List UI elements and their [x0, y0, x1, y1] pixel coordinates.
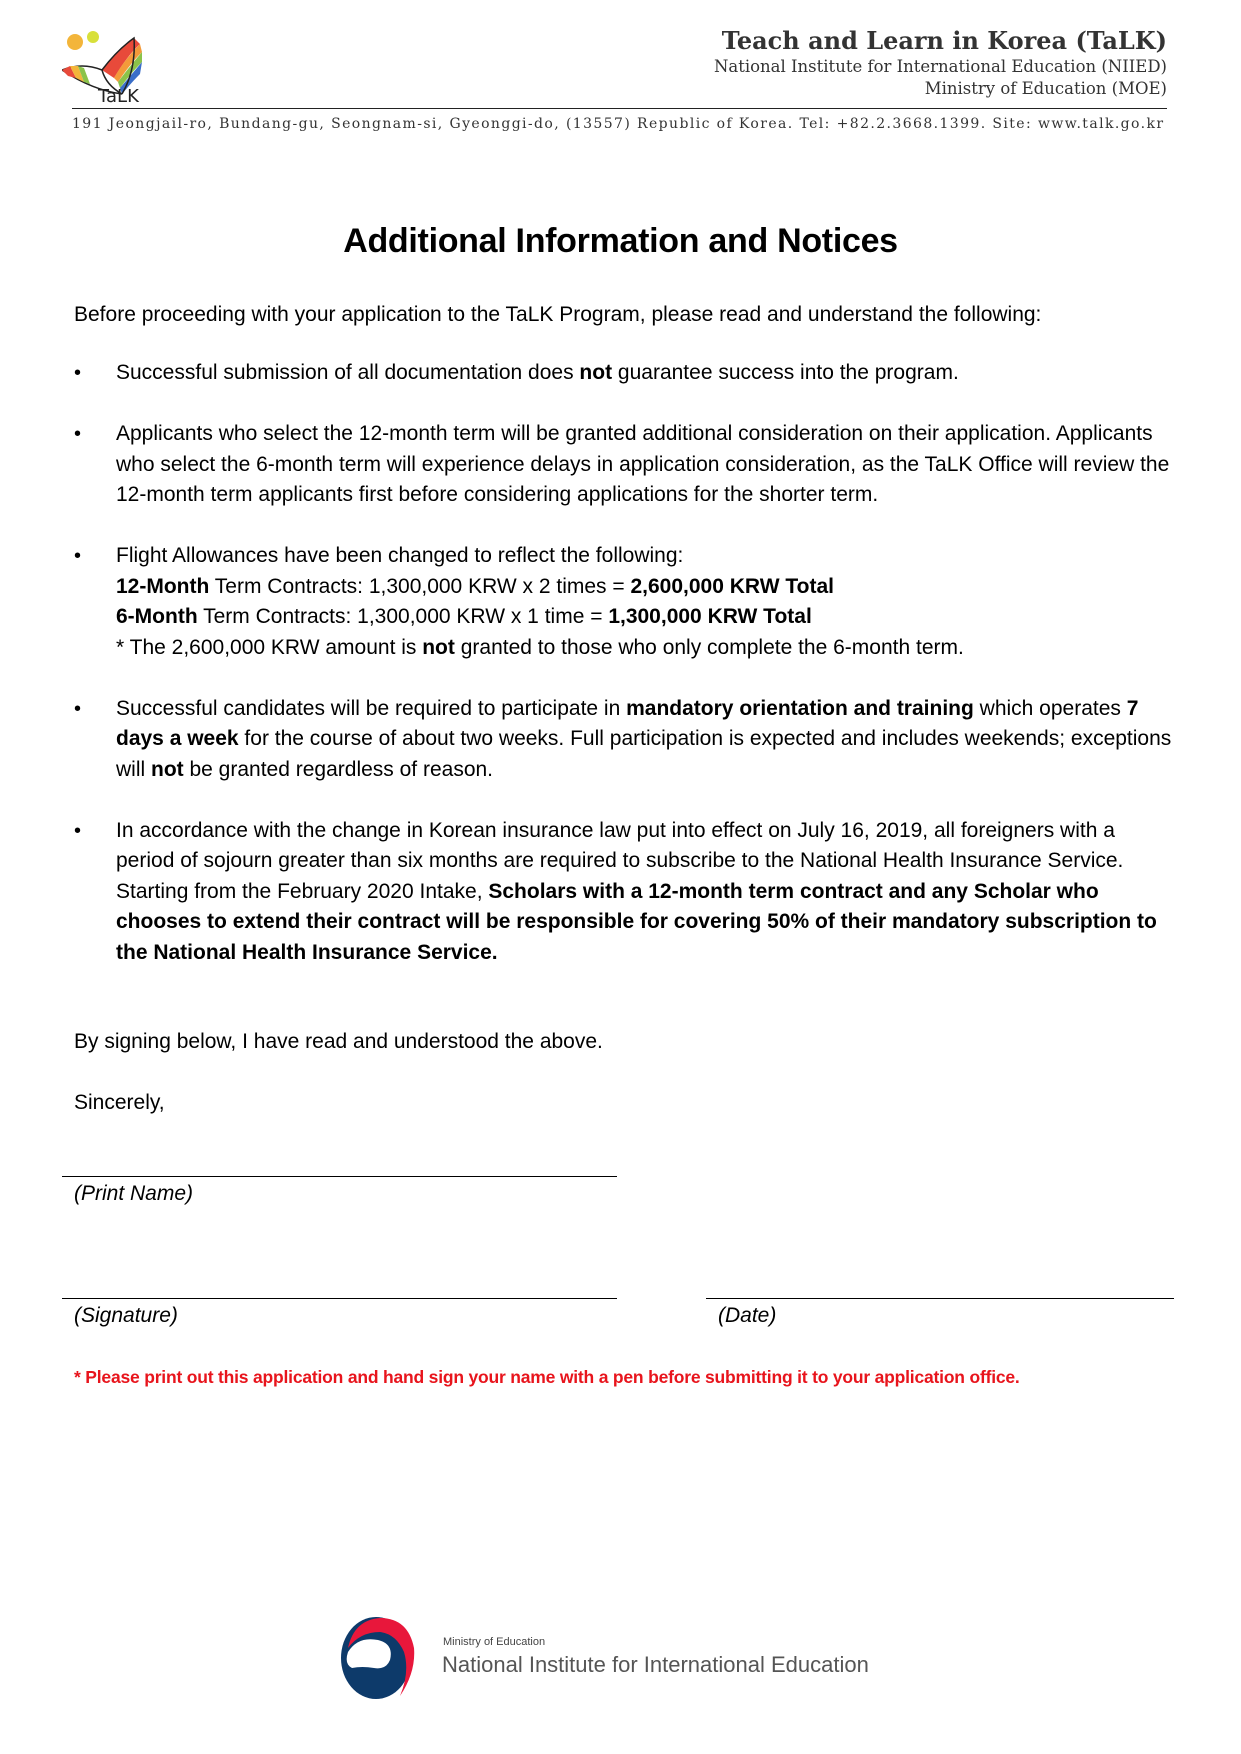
svg-text:TaLK: TaLK: [98, 86, 139, 106]
closing-text: Sincerely,: [74, 1091, 165, 1114]
intro-text: Before proceeding with your application to the TaLK Program, please read and understand the following:: [74, 303, 1042, 326]
bullet-icon: •: [74, 819, 82, 842]
print-name-label: (Print Name): [74, 1182, 194, 1205]
header-org-block: [714, 26, 1167, 100]
bullet-icon: •: [74, 423, 82, 445]
list-item: • Successful submission of all documentation does not guarantee success into the program.: [74, 358, 1174, 389]
acknowledgement-text: By signing below, I have read and understood the above.: [74, 1030, 603, 1053]
org-moe: Ministry of Education (MOE): [924, 79, 1167, 98]
list-item: • Applicants who select the 12-month term will be granted additional consideration on their application. Applicants who select the 6-month term will experience delays in application consideration, as the TaLK Office will review the 12-month term applicants first before considering applications for the shorter term.: [74, 419, 1174, 511]
date-label: (Date): [718, 1304, 777, 1327]
header-divider: [72, 108, 1167, 109]
program-title: Teach and Learn in Korea (TaLK): [721, 26, 1167, 55]
address-line: 191 Jeongjail-ro, Bundang-gu, Seongnam-si, Gyeonggi-do, (13557) Republic of Korea. Tel: +82.2.3668.1399. Site: www.talk.go.kr: [72, 116, 1165, 132]
signature-line[interactable]: [62, 1298, 617, 1299]
print-instruction-note: * Please print out this application and hand sign your name with a pen before submitting it to your application office.: [74, 1367, 1020, 1387]
org-niied: National Institute for International Education (NIIED): [713, 57, 1167, 76]
list-item: • Successful candidates will be required to participate in mandatory orientation and training which operates 7 days a week for the course of about two weeks. Full participation is expected and includes weekends; exceptions will not be granted regardless of reason.: [74, 694, 1174, 786]
talk-logo: [62, 30, 182, 106]
footer-niied-text: National Institute for International Education: [442, 1652, 869, 1677]
date-line[interactable]: [706, 1298, 1174, 1299]
talk-book-icon: [62, 30, 182, 106]
bullet-icon: •: [74, 697, 82, 720]
flight-6-month: 6-Month Term Contracts: 1,300,000 KRW x 1 time = 1,300,000 KRW Total: [116, 605, 812, 628]
flight-note: * The 2,600,000 KRW amount is not granted to those who only complete the 6-month term.: [116, 635, 964, 659]
moe-emblem-icon: [338, 1612, 420, 1702]
page-title: Additional Information and Notices: [343, 222, 898, 260]
bullet-icon: •: [74, 545, 82, 567]
list-item: • In accordance with the change in Korean insurance law put into effect on July 16, 2019, all foreigners with a period of sojourn greater than six months are required to subscribe to the National Health Insurance Service. Starting from the February 2020 Intake, Scholars with a 12-month term contract and any Scholar who chooses to extend their contract will be responsible for covering 50% of their mandatory subscription to the National Health Insurance Service.: [74, 816, 1174, 969]
bullet-icon: •: [74, 362, 82, 384]
signature-label: (Signature): [74, 1304, 178, 1327]
notice-list: [74, 358, 1174, 999]
footer-ministry-text: Ministry of Education: [443, 1636, 546, 1648]
print-name-line[interactable]: [62, 1176, 617, 1177]
flight-12-month: 12-Month Term Contracts: 1,300,000 KRW x 2 times = 2,600,000 KRW Total: [116, 574, 834, 598]
list-item: • Flight Allowances have been changed to reflect the following: 12-Month Term Contracts: 1,300,000 KRW x 2 times = 2,600,000 KRW Total 6-Month Term Contracts: 1,300,000 KRW x 1 time = 1,300,000 KRW Total * The 2,600,000 KRW amount is not granted to those who only complete the 6-month term.: [74, 541, 1174, 663]
